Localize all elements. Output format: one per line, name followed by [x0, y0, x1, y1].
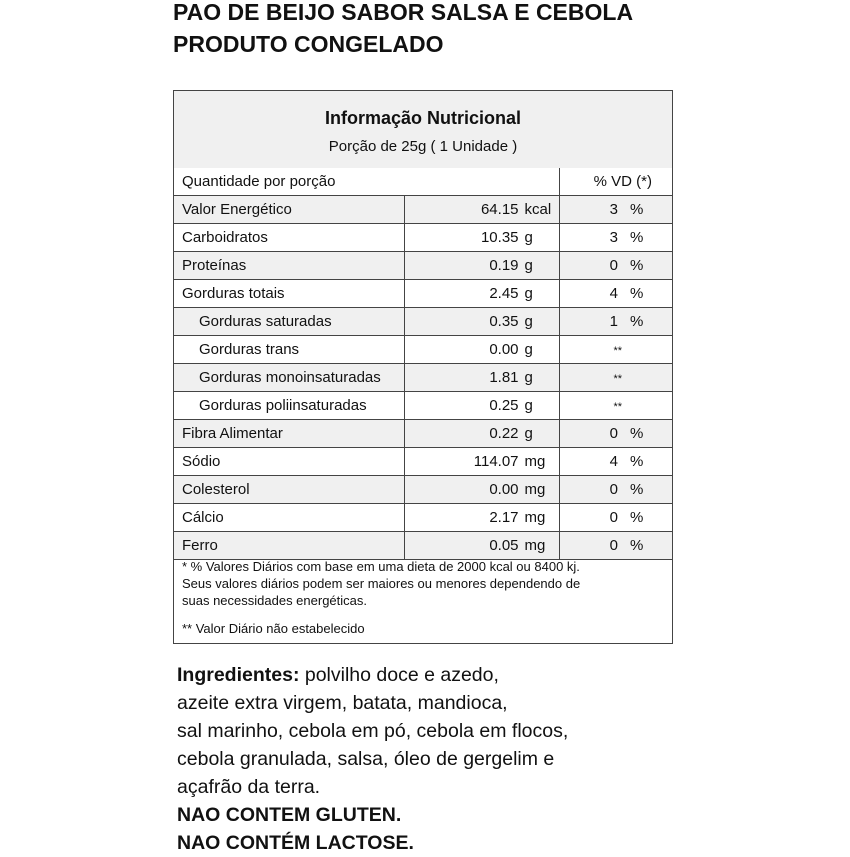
nutrition-row	[174, 308, 672, 336]
nutrient-vd-cell	[559, 420, 672, 448]
portion-size: Porção de 25g ( 1 Unidade )	[328, 138, 518, 155]
nutrition-row	[174, 280, 672, 308]
quantity-header: Quantidade por porção	[174, 168, 559, 196]
nutrition-table	[174, 168, 672, 560]
nutrient-amount: 2.17	[489, 509, 519, 526]
nutrient-name: Gorduras totais	[174, 280, 404, 308]
nutrient-vd: 0	[609, 257, 619, 274]
nutrient-vd: 0	[609, 537, 619, 554]
nutrient-name: Ferro	[174, 532, 404, 560]
ingredients-line: sal marinho, cebola em pó, cebola em flocos,	[177, 720, 569, 742]
nutrition-row	[174, 448, 672, 476]
footnote-not-established: ** Valor Diário não estabelecido	[182, 621, 365, 636]
vd-header: % VD (*)	[559, 168, 672, 196]
nutrient-amount-cell	[404, 420, 559, 448]
nutrient-amount: 114.07	[473, 453, 519, 470]
nutrient-name: Valor Energético	[174, 196, 404, 224]
nutrient-amount-cell	[404, 252, 559, 280]
nutrition-facts-label	[173, 90, 673, 644]
nutrient-unit: g	[524, 397, 533, 414]
nutrient-vd: **	[613, 401, 623, 413]
nutrient-amount-cell	[404, 476, 559, 504]
nutrient-name: Sódio	[174, 448, 404, 476]
nutrient-amount: 0.19	[489, 257, 519, 274]
nutrient-vd: 0	[609, 481, 619, 498]
nutrient-amount-cell	[404, 532, 559, 560]
nutrient-vd: 3	[609, 201, 619, 218]
ingredients-line: azeite extra virgem, batata, mandioca,	[177, 692, 508, 714]
ingredients-line: cebola granulada, salsa, óleo de gergelim e	[177, 748, 555, 770]
nutrient-vd: 0	[609, 425, 619, 442]
nutrition-row	[174, 504, 672, 532]
nutrient-vd-cell	[559, 308, 672, 336]
nutrient-name: Gorduras saturadas	[174, 308, 404, 336]
nutrition-header	[174, 91, 672, 169]
nutrition-table-header-row	[174, 168, 672, 196]
nutrition-row	[174, 392, 672, 420]
nutrient-vd: 0	[609, 509, 619, 526]
ingredients-line: açafrão da terra.	[177, 776, 321, 798]
nutrient-vd: 1	[609, 313, 619, 330]
nutrient-unit: mg	[524, 453, 546, 470]
nutrition-row	[174, 336, 672, 364]
nutrient-unit: mg	[524, 481, 546, 498]
nutrient-unit: kcal	[524, 201, 552, 218]
nutrient-vd-cell	[559, 504, 672, 532]
nutrition-row	[174, 252, 672, 280]
nutrient-vd: 4	[609, 285, 619, 302]
nutrient-amount: 64.15	[480, 201, 519, 218]
nutrient-unit: g	[524, 229, 533, 246]
footnote-line: suas necessidades energéticas.	[182, 593, 368, 608]
ingredients-label: Ingredientes:	[177, 664, 300, 686]
nutrient-vd-unit: %	[630, 313, 644, 330]
nutrient-amount-cell	[404, 336, 559, 364]
footnote-daily-values	[182, 558, 667, 609]
nutrient-amount-cell	[404, 224, 559, 252]
nutrient-vd: **	[613, 345, 623, 357]
nutrient-unit: g	[524, 257, 533, 274]
product-title: PAO DE BEIJO SABOR SALSA E CEBOLA	[173, 0, 634, 25]
ingredients-text: polvilho doce e azedo,	[299, 664, 499, 686]
nutrient-vd-cell	[559, 280, 672, 308]
nutrient-vd-unit: %	[630, 229, 644, 246]
nutrient-amount: 0.00	[489, 341, 519, 358]
nutrient-unit: g	[524, 285, 533, 302]
nutrient-vd-cell	[559, 224, 672, 252]
nutrient-amount: 0.05	[489, 537, 519, 554]
nutrient-vd-cell	[559, 252, 672, 280]
nutrient-vd-unit: %	[630, 285, 644, 302]
nutrient-name: Gorduras poliinsaturadas	[174, 392, 404, 420]
nutrient-vd-cell	[559, 532, 672, 560]
nutrient-vd: 3	[609, 229, 619, 246]
nutrient-amount: 0.00	[489, 481, 519, 498]
nutrient-amount: 0.25	[489, 397, 519, 414]
nutrient-amount-cell	[404, 364, 559, 392]
nutrient-unit: mg	[524, 509, 546, 526]
nutrient-vd-unit: %	[630, 481, 644, 498]
nutrient-amount: 0.22	[489, 425, 519, 442]
nutrient-amount: 1.81	[489, 369, 519, 386]
nutrient-name: Fibra Alimentar	[174, 420, 404, 448]
product-subtitle: PRODUTO CONGELADO	[173, 31, 444, 57]
nutrition-row	[174, 532, 672, 560]
nutrient-vd-cell	[559, 476, 672, 504]
nutrition-row	[174, 476, 672, 504]
nutrient-vd-cell	[559, 196, 672, 224]
nutrient-vd-unit: %	[630, 537, 644, 554]
gluten-warning: NAO CONTEM GLUTEN.	[177, 804, 402, 826]
nutrient-unit: g	[524, 369, 533, 386]
nutrient-amount-cell	[404, 392, 559, 420]
nutrient-amount: 2.45	[489, 285, 519, 302]
nutrient-vd-unit: %	[630, 453, 644, 470]
nutrient-name: Proteínas	[174, 252, 404, 280]
nutrient-name: Colesterol	[174, 476, 404, 504]
nutrient-amount-cell	[404, 280, 559, 308]
nutrient-vd-cell	[559, 364, 672, 392]
nutrient-vd-unit: %	[630, 257, 644, 274]
nutrition-title: Informação Nutricional	[324, 108, 522, 128]
nutrient-vd-unit: %	[630, 425, 644, 442]
nutrient-amount-cell	[404, 308, 559, 336]
nutrient-name: Cálcio	[174, 504, 404, 532]
nutrient-amount: 10.35	[480, 229, 519, 246]
nutrient-name: Gorduras trans	[174, 336, 404, 364]
nutrition-row	[174, 224, 672, 252]
nutrient-amount-cell	[404, 196, 559, 224]
nutrient-vd-cell	[559, 448, 672, 476]
nutrient-unit: g	[524, 425, 533, 442]
nutrient-name: Gorduras monoinsaturadas	[174, 364, 404, 392]
nutrient-vd-cell	[559, 392, 672, 420]
nutrient-amount-cell	[404, 448, 559, 476]
nutrition-row	[174, 364, 672, 392]
nutrient-amount: 0.35	[489, 313, 519, 330]
nutrient-vd-cell	[559, 336, 672, 364]
ingredients-section	[177, 661, 837, 857]
ingredients-first-line	[177, 661, 837, 689]
footnote-line: * % Valores Diários com base em uma dieta de 2000 kcal ou 8400 kj.	[182, 559, 580, 574]
nutrient-vd-unit: %	[630, 201, 644, 218]
lactose-warning: NAO CONTÉM LACTOSE.	[177, 832, 414, 854]
nutrient-unit: mg	[524, 537, 546, 554]
footnote-line: Seus valores diários podem ser maiores ou menores dependendo de	[182, 576, 581, 591]
nutrient-vd-unit: %	[630, 509, 644, 526]
nutrient-unit: g	[524, 341, 533, 358]
nutrition-row	[174, 196, 672, 224]
nutrient-unit: g	[524, 313, 533, 330]
nutrient-amount-cell	[404, 504, 559, 532]
nutrient-vd: 4	[609, 453, 619, 470]
nutrition-row	[174, 420, 672, 448]
nutrient-name: Carboidratos	[174, 224, 404, 252]
nutrient-vd: **	[613, 373, 623, 385]
